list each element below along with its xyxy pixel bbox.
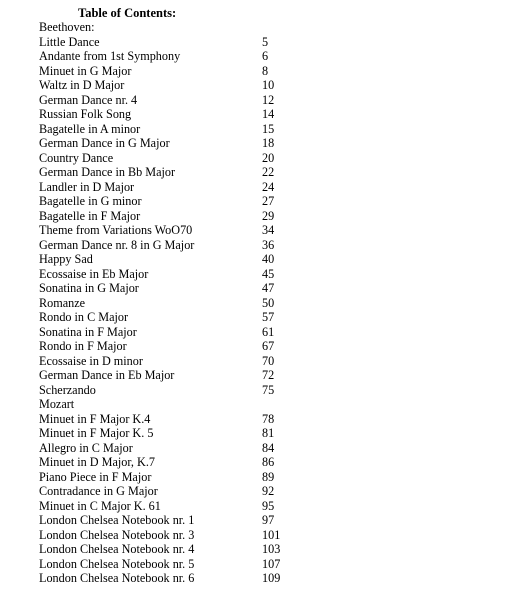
entry-title: Russian Folk Song: [39, 107, 132, 121]
toc-entry: [39, 64, 299, 79]
entry-title: German Dance in G Major: [39, 136, 170, 150]
entry-title: Sonatina in G Major: [39, 281, 139, 295]
entry-page-number: 84: [262, 440, 275, 455]
entry-title: Andante from 1st Symphony: [39, 49, 181, 63]
entry-title: Ecossaise in D minor: [39, 353, 143, 368]
entry-page-number: 95: [262, 498, 275, 513]
entry-page-number: 107: [262, 556, 281, 571]
entry-page-number: 103: [262, 542, 281, 556]
entry-page-number: 36: [262, 237, 275, 252]
toc-entry: [39, 441, 299, 456]
entry-title: London Chelsea Notebook nr. 4: [39, 542, 195, 556]
entry-page-number: 47: [262, 281, 275, 295]
entry-title: Minuet in F Major K.4: [39, 411, 151, 426]
entry-title: Happy Sad: [39, 252, 93, 266]
toc-entry: [39, 252, 299, 267]
entry-title: Rondo in C Major: [39, 310, 129, 324]
toc-entry: [39, 180, 299, 195]
toc-entry: [39, 267, 299, 282]
toc-entry: [39, 354, 299, 369]
toc-entry: [39, 296, 299, 311]
entry-title: Piano Piece in F Major: [39, 469, 152, 484]
toc-entry: [39, 426, 299, 441]
entry-title: Contradance in G Major: [39, 484, 158, 498]
entry-page-number: 40: [262, 252, 275, 266]
toc-entry: [39, 470, 299, 485]
entry-page-number: 97: [262, 513, 275, 527]
entry-title: German Dance in Bb Major: [39, 165, 176, 179]
entry-page-number: 10: [262, 78, 275, 92]
toc-entry: [39, 238, 299, 253]
entry-page-number: 92: [262, 484, 275, 498]
composer-name: Beethoven:: [39, 20, 95, 34]
toc-entry: [39, 310, 299, 325]
toc-entry: [39, 49, 299, 64]
entry-page-number: 12: [262, 92, 275, 107]
toc-entry: [39, 136, 299, 151]
entry-page-number: 5: [262, 34, 269, 49]
entry-page-number: 109: [262, 571, 281, 585]
toc-entry: [39, 455, 299, 470]
entry-page-number: 67: [262, 339, 275, 353]
entry-title: Bagatelle in A minor: [39, 121, 141, 136]
entry-page-number: 6: [262, 49, 269, 63]
entry-page-number: 89: [262, 469, 275, 484]
toc-entry: [39, 93, 299, 108]
entry-page-number: 78: [262, 411, 275, 426]
toc-entry: [39, 368, 299, 383]
entry-page-number: 29: [262, 208, 275, 223]
entry-title: Ecossaise in Eb Major: [39, 266, 149, 281]
entry-title: London Chelsea Notebook nr. 5: [39, 556, 195, 571]
entry-page-number: 18: [262, 136, 275, 150]
entry-title: Romanze: [39, 295, 86, 310]
entry-page-number: 22: [262, 165, 275, 179]
entry-title: German Dance nr. 4: [39, 92, 138, 107]
entry-title: Country Dance: [39, 150, 114, 165]
entry-page-number: 75: [262, 382, 275, 397]
entry-page-number: 81: [262, 426, 275, 440]
toc-entry: [39, 571, 299, 586]
entry-page-number: 45: [262, 266, 275, 281]
entry-title: Theme from Variations WoO70: [39, 223, 193, 237]
toc-entry: [39, 281, 299, 296]
toc-entry: [39, 484, 299, 499]
entry-title: German Dance nr. 8 in G Major: [39, 237, 195, 252]
toc-entry: [39, 513, 299, 528]
entry-title: Bagatelle in F Major: [39, 208, 141, 223]
entry-title: Bagatelle in G minor: [39, 194, 142, 208]
entry-page-number: 15: [262, 121, 275, 136]
composer-heading: [39, 397, 299, 412]
entry-page-number: 72: [262, 368, 275, 382]
toc-entry: [39, 499, 299, 514]
entry-page-number: 34: [262, 223, 275, 237]
toc-entry: [39, 107, 299, 122]
toc-entry: [39, 122, 299, 137]
toc-entry: [39, 151, 299, 166]
toc-list: [39, 20, 299, 586]
entry-page-number: 27: [262, 194, 275, 208]
toc-entry: [39, 165, 299, 180]
entry-title: Sonatina in F Major: [39, 324, 137, 339]
toc-entry: [39, 383, 299, 398]
entry-page-number: 8: [262, 63, 269, 78]
entry-title: Minuet in D Major, K.7: [39, 455, 155, 469]
entry-title: London Chelsea Notebook nr. 1: [39, 513, 195, 527]
entry-title: Waltz in D Major: [39, 78, 125, 92]
entry-page-number: 50: [262, 295, 275, 310]
toc-entry: [39, 528, 299, 543]
toc-entry: [39, 325, 299, 340]
entry-page-number: 70: [262, 353, 275, 368]
entry-title: Minuet in C Major K. 61: [39, 498, 161, 513]
toc-entry: [39, 339, 299, 354]
entry-title: London Chelsea Notebook nr. 6: [39, 571, 195, 585]
entry-title: Minuet in G Major: [39, 63, 132, 78]
entry-title: German Dance in Eb Major: [39, 368, 175, 382]
entry-page-number: 86: [262, 455, 275, 469]
toc-entry: [39, 412, 299, 427]
toc-entry: [39, 223, 299, 238]
entry-title: Minuet in F Major K. 5: [39, 426, 154, 440]
entry-page-number: 14: [262, 107, 275, 121]
entry-title: Little Dance: [39, 34, 100, 49]
toc-entry: [39, 209, 299, 224]
entry-page-number: 20: [262, 150, 275, 165]
entry-title: Allegro in C Major: [39, 440, 133, 455]
toc-entry: [39, 35, 299, 50]
entry-title: Rondo in F Major: [39, 339, 127, 353]
composer-heading: [39, 20, 299, 35]
toc-entry: [39, 557, 299, 572]
composer-name: Mozart: [39, 397, 75, 411]
entry-page-number: 101: [262, 527, 281, 542]
toc-entry: [39, 78, 299, 93]
entry-page-number: 24: [262, 179, 275, 194]
toc-entry: [39, 542, 299, 557]
entry-title: Landler in D Major: [39, 179, 135, 194]
entry-page-number: 57: [262, 310, 275, 324]
entry-title: London Chelsea Notebook nr. 3: [39, 527, 195, 542]
toc-entry: [39, 194, 299, 209]
entry-title: Scherzando: [39, 382, 96, 397]
page-title: Table of Contents:: [78, 6, 177, 20]
entry-page-number: 61: [262, 324, 275, 339]
